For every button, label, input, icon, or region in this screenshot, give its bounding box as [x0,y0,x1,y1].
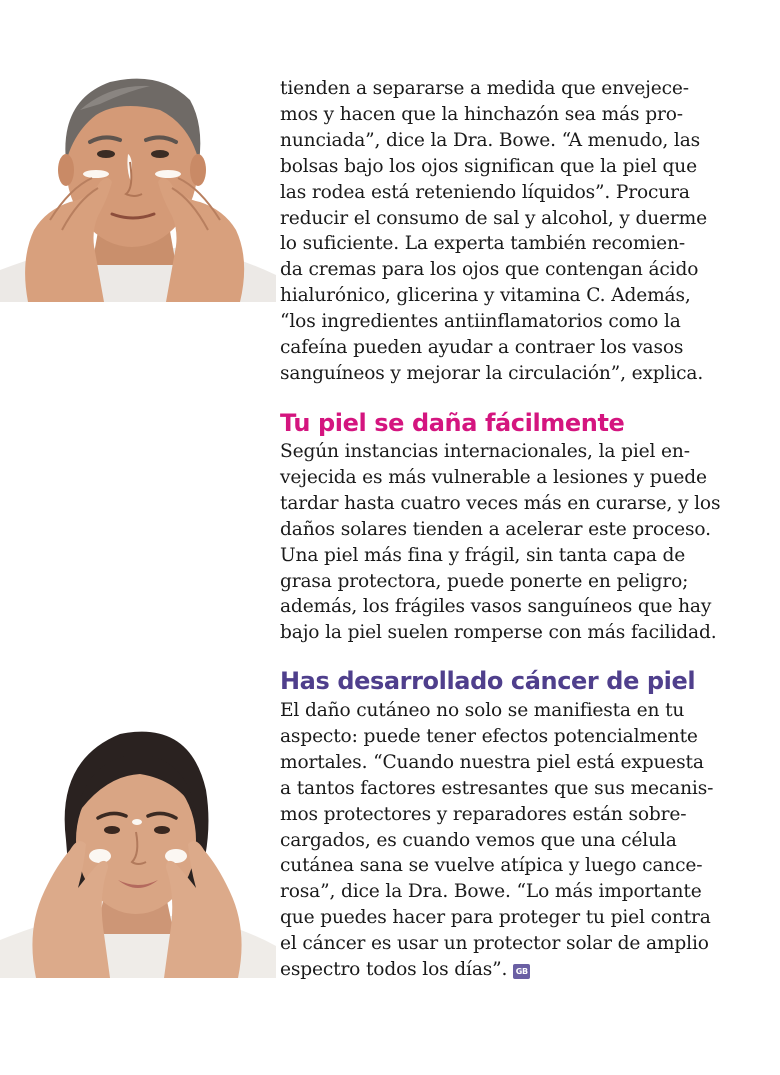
photo-man-applying-eye-cream [0,70,276,302]
text-line: bolsas bajo los ojos significan que la piel que [280,155,697,177]
text-line: “los ingredientes antiinflamatorios como la [280,311,681,333]
text-line: reducir el consumo de sal y alcohol, y duerme [280,207,707,229]
text-line: el cáncer es usar un protector solar de amplio [280,933,709,955]
text-line: que puedes hacer para proteger tu piel contra [280,907,711,929]
text-line: cutánea sana se vuelve atípica y luego cance- [280,855,703,877]
text-line: bajo la piel suelen romperse con más facilidad. [280,622,717,644]
text-line-content: espectro todos los días”. [280,959,508,981]
text-line: da cremas para los ojos que contengan ácido [280,259,699,281]
end-of-article-badge: GB [513,964,530,979]
text-line: mos y hacen que la hinchazón sea más pro- [280,103,683,125]
text-line: además, los frágiles vasos sanguíneos que hay [280,596,712,618]
text-line: daños solares tienden a acelerar este proceso. [280,518,711,540]
text-line: nunciada”, dice la Dra. Bowe. “A menudo, las [280,129,701,151]
text-line: vejecida es más vulnerable a lesiones y puede [280,466,707,488]
section-heading-skin-damage: Tu piel se daña fácilmente [280,409,625,437]
text-line: las rodea está reteniendo líquidos”. Procura [280,181,690,203]
text-line-last [280,957,725,983]
text-line: a tantos factores estresantes que sus mecanis- [280,777,714,799]
text-line: rosa”, dice la Dra. Bowe. “Lo más importante [280,881,702,903]
text-line: tardar hasta cuatro veces más en curarse, y los [280,492,721,514]
article-paragraph-eye-bags [280,76,725,387]
article-paragraph-skin-cancer [280,698,725,983]
text-line: aspecto: puede tener efectos potencialmente [280,725,698,747]
text-line: Una piel más fina y frágil, sin tanta capa de [280,544,686,566]
text-line: cargados, es cuando vemos que una célula [280,829,677,851]
article-paragraph-skin-damage [280,439,725,646]
text-line: Según instancias internacionales, la piel en- [280,441,690,462]
text-line: mortales. “Cuando nuestra piel está expuesta [280,751,704,773]
text-line: mos protectores y reparadores están sobre- [280,803,687,825]
text-line: lo suficiente. La experta también recomien- [280,233,685,255]
text-line: hialurónico, glicerina y vitamina C. Además, [280,285,691,307]
text-line: grasa protectora, puede ponerte en peligro; [280,570,689,592]
text-line: El daño cutáneo no solo se manifiesta en tu [280,700,685,721]
text-line: cafeína pueden ayudar a contraer los vasos [280,337,684,359]
text-line: tienden a separarse a medida que envejece- [280,78,689,99]
section-heading-skin-cancer: Has desarrollado cáncer de piel [280,667,696,695]
photo-woman-applying-face-cream [0,720,276,978]
text-line: sanguíneos y mejorar la circulación”, explica. [280,362,704,384]
